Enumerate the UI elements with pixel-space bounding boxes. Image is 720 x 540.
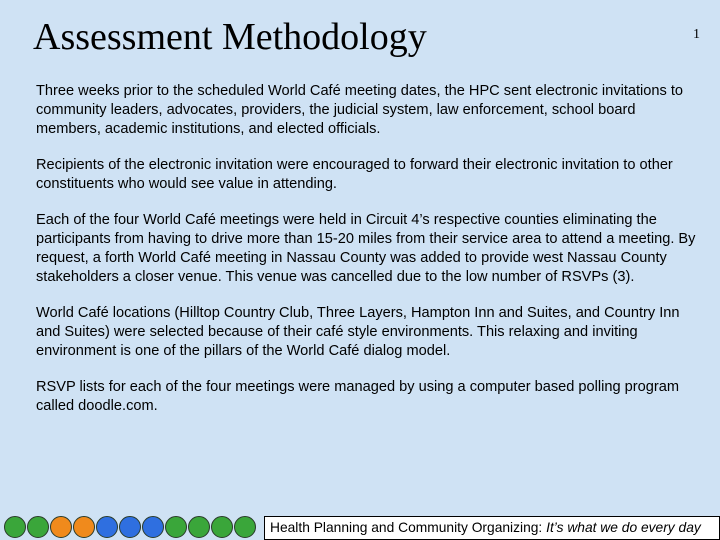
footer-tagline: It’s what we do every day [546, 520, 701, 535]
decorative-dot-icon [50, 516, 72, 538]
decorative-dot-icon [234, 516, 256, 538]
footer [0, 513, 720, 540]
paragraph-invitations: Three weeks prior to the scheduled World Café meeting dates, the HPC sent electronic invitations to community leaders, advocates, providers, the judicial system, law enforcement, school board members, academic institutions, and elected officials. [36, 83, 684, 137]
paragraph-forwarding: Recipients of the electronic invitation were encouraged to forward their electronic invitation to other constituents who would see value in attending. [36, 157, 673, 192]
decorative-dot-icon [142, 516, 164, 538]
slide-title: Assessment Methodology [33, 16, 427, 58]
decorative-dot-icon [119, 516, 141, 538]
decorative-dot-icon [73, 516, 95, 538]
paragraph-meeting-locations-counties: Each of the four World Café meetings were held in Circuit 4’s respective counties eliminating the participants from having to drive more than 15-20 miles from their service area to attend a meeting. By request, a forth World Café meeting in Nassau County was added to provide west Nassau County stakeholders a closer venue. This venue was cancelled due to the low number of RSVPs (3). [36, 212, 696, 285]
decorative-dot-icon [188, 516, 210, 538]
footer-dots [4, 515, 256, 539]
paragraph-rsvp: RSVP lists for each of the four meetings were managed by using a computer based polling program called doodle.com. [36, 379, 680, 414]
decorative-dot-icon [4, 516, 26, 538]
page-number: 1 [693, 27, 700, 42]
paragraph-cafe-venues: World Café locations (Hilltop Country Club, Three Layers, Hampton Inn and Suites, and Country Inn and Suites) were selected because of their café style environments. This relaxing and inviting environment is one of the pillars of the World Café dialog model. [36, 305, 680, 359]
footer-org: Health Planning and Community Organizing: [270, 520, 543, 535]
slide-body [36, 82, 696, 433]
decorative-dot-icon [211, 516, 233, 538]
decorative-dot-icon [27, 516, 49, 538]
decorative-dot-icon [96, 516, 118, 538]
footer-caption [264, 516, 720, 540]
decorative-dot-icon [165, 516, 187, 538]
